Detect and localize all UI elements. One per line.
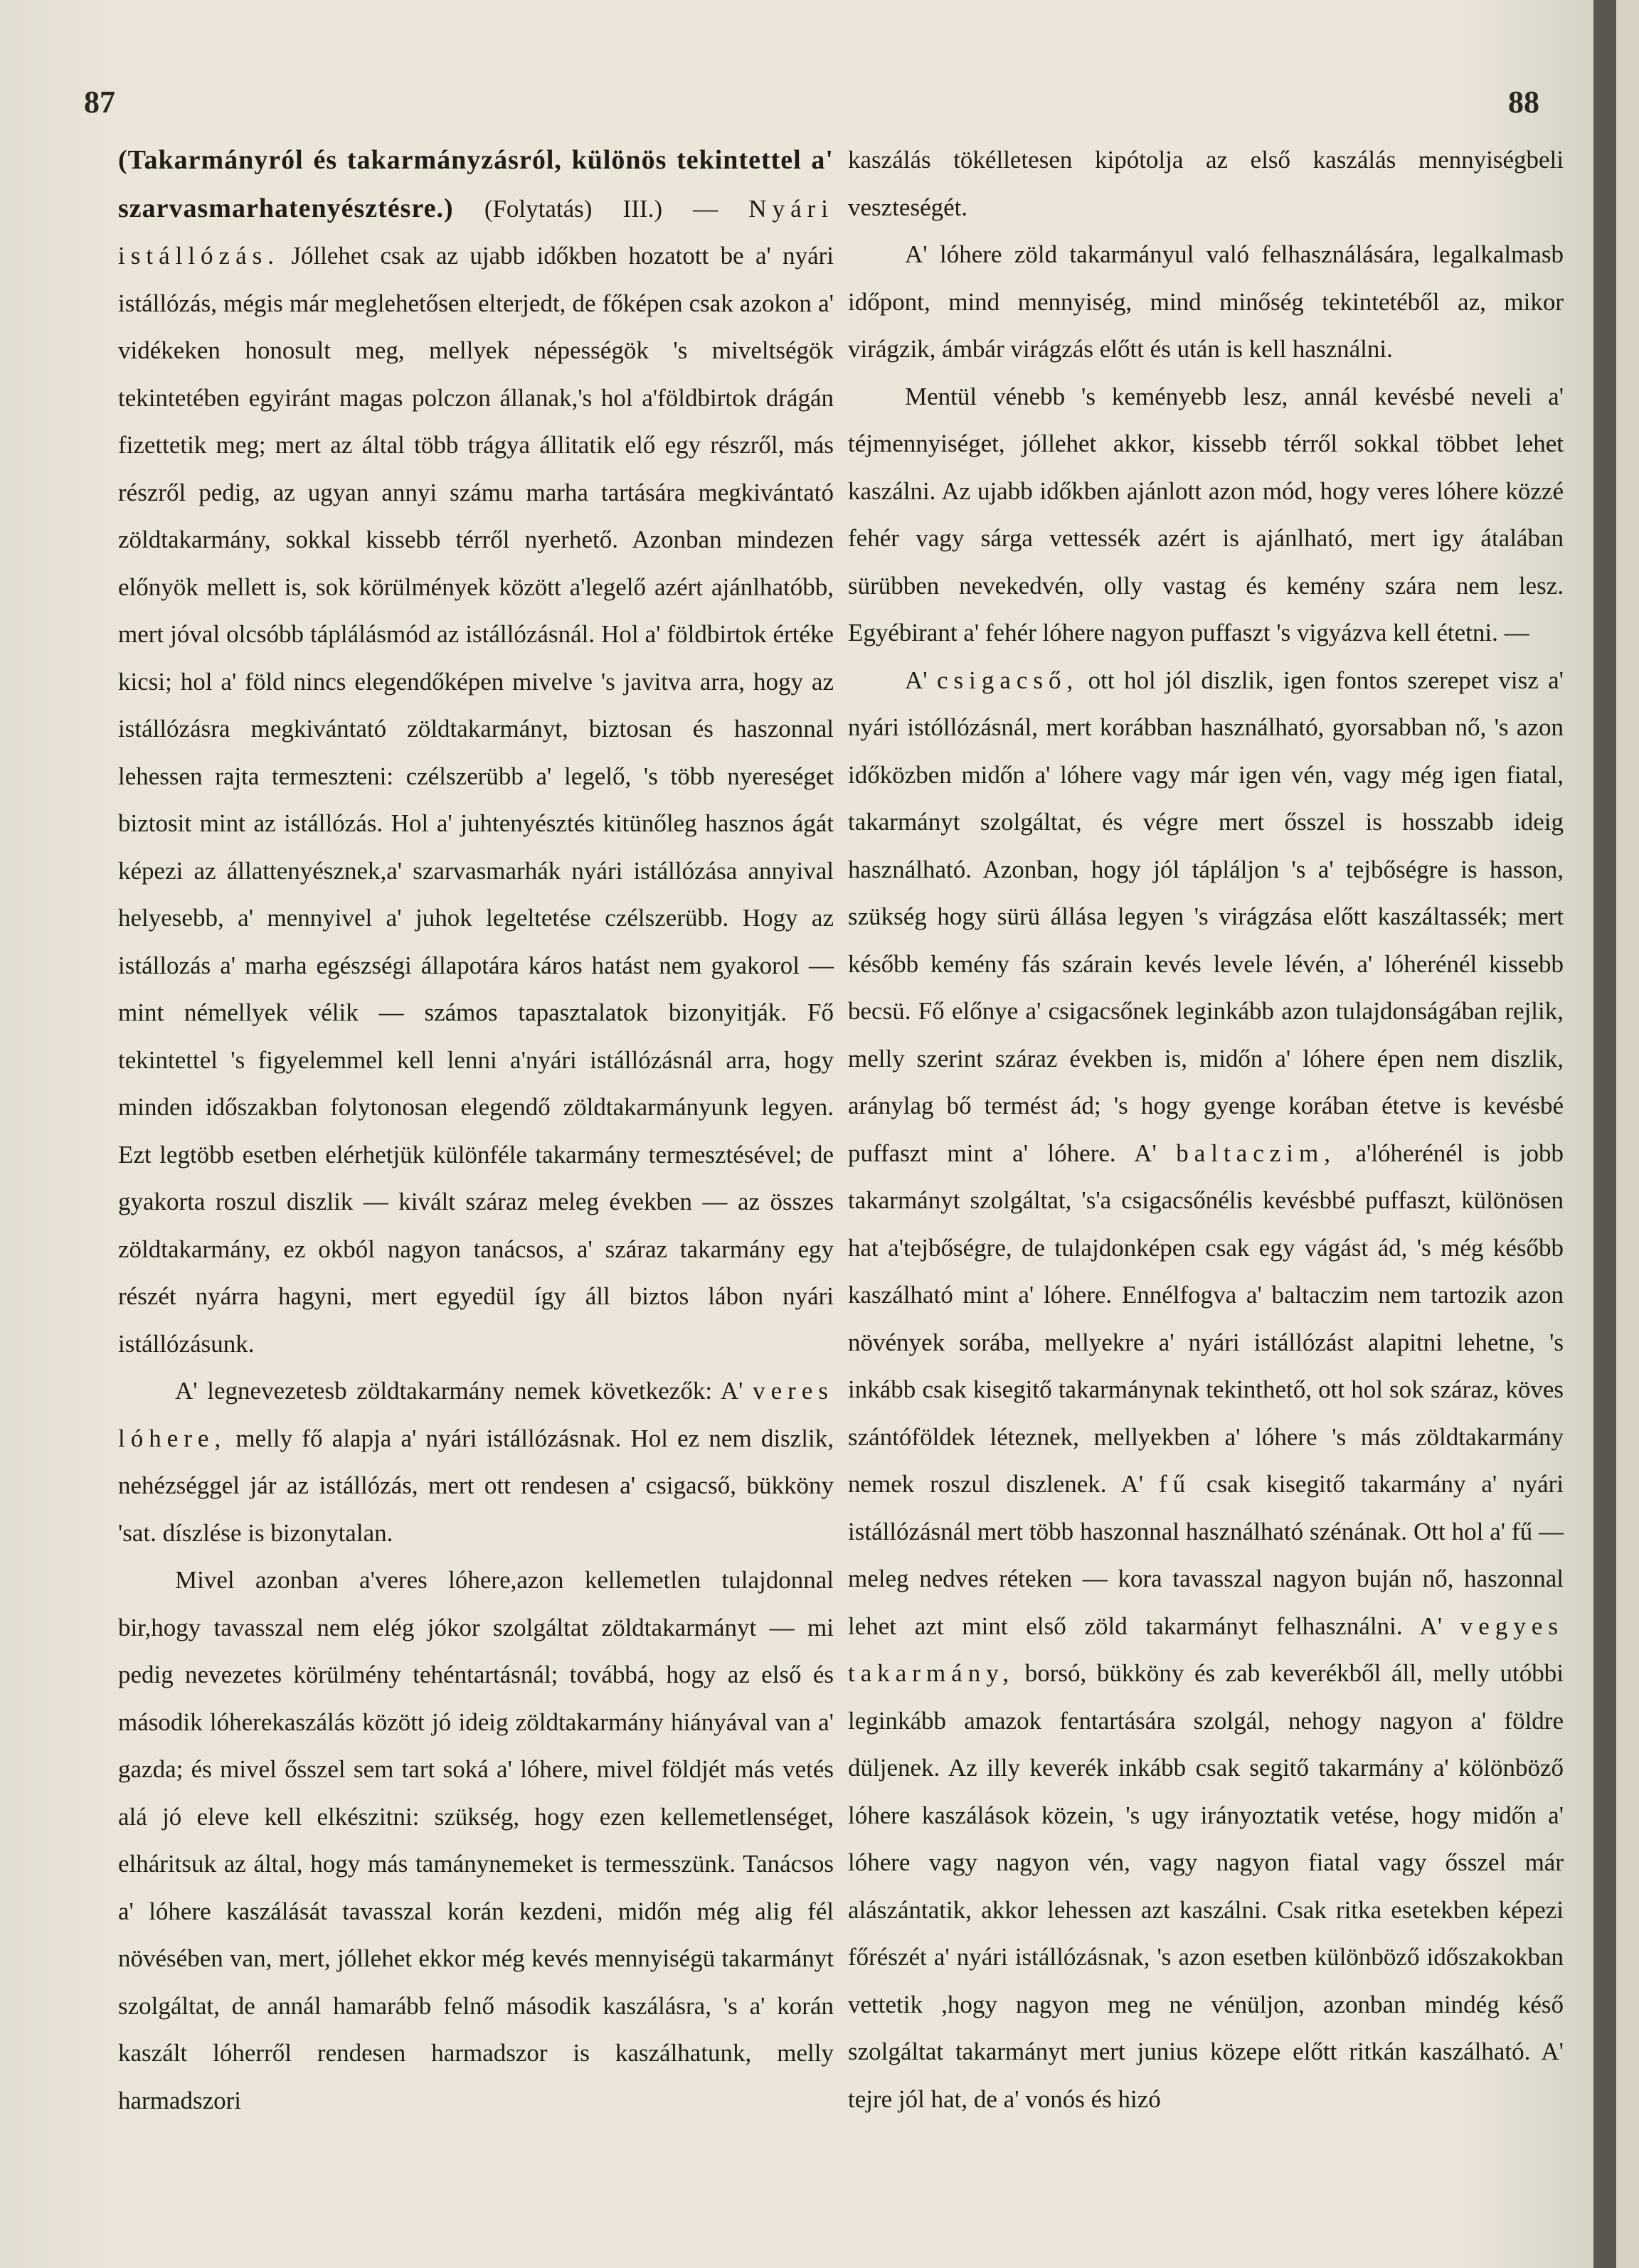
article-title: (Takarmányról és takarmányzásról, különös tekintettel a' szarvasmarhatenyésztésre.) — [118, 145, 834, 223]
paragraph-text: Jóllehet csak az ujabb időkben hozatott be a' nyári istállózás, mégis már meglehetősen elterjedt, de főképen csak azokon a' vidékeken honosult meg, mellyek népességök 's miveltségök tekintetében egyiránt magas polczon állanak,'s hol a'földbirtok drágán fizettetik meg; mert az által több trágya állitatik elő egy részről, más részről pedig, az ugyan annyi számu marha tartására megkivántató zöldtakarmány, sokkal kissebb térről nyerhető. Azonban mindezen előnyök mellett is, sok körülmények között a'legelő azért ajánlhatóbb, mert jóval olcsóbb táplálásmód az istállózásnál. Hol a' földbirtok értéke kicsi; hol a' föld nincs elegendőképen mivelve 's javitva arra, hogy az istállózásra megkivántató zöldtakarmányt, biztosan és haszonnal lehessen rajta termeszteni: czélszerübb a' legelő, 's több nyereséget biztosit mint az istállózás. Hol a' juhtenyésztés kitünőleg hasznos ágát képezi az állattenyésznek,a' szarvasmarhák nyári istállózása annyival helyesebb, a' mennyivel a' juhok legeltetése czélszerübb. Hogy az istállozás a' marha egészségi állapotára káros hatást nem gyakorol — mint némellyek vélik — számos tapasztalatok bizonyitják. Fő tekintettel 's figyelemmel kell lenni a'nyári istállózásnál arra, hogy minden időszakban folytonosan elegendő zöldtakarmányunk legyen. Ezt legtöbb esetben elérhetjük különféle takarmány termesztésével; de gyakorta roszul diszlik — kivált száraz meleg években — az összes zöldtakarmány, ez okból nagyon tanácsos, a' száraz takarmány egy részét nyárra hagyni, mert egyedül így áll biztos lábon nyári istállózásunk. — [118, 242, 834, 1358]
paragraph: A' legnevezetesb zöldtakarmány nemek következők: A' veres lóhere, melly fő alapja a' nyári istállózásnak. Hol ez nem diszlik, nehézséggel jár az istállózás, mert ott rendesen a' csigacső, bükköny 'sat. díszlése is bizonytalan. — [118, 1377, 834, 1547]
paragraph: Mivel azonban a'veres lóhere,azon kellemetlen tulajdonnal bir,hogy tavasszal nem elég jókor szolgáltat zöldtakarmányt — mi pedig nevezetes körülmény tehéntartásnál; továbbá, hogy az első és második lóherekaszálás között jó ideig zöldtakarmány hiányával van a' gazda; és mivel ősszel sem tart soká a' lóhere, mivel földjét más vetés alá jó eleve kell elkészitni: szükség, hogy ezen kellemetlenséget, elháritsuk az által, hogy más tamánynemeket is termesszünk. Tanácsos a' lóhere kaszálását tavasszal korán kezdeni, midőn még alig fél növésében van, mert, jóllehet ekkor még kevés mennyiségü takarmányt szolgáltat, de annál hamarább felnő második kaszálásra, 's a' korán kaszált lóherről rendesen harmadszor is kaszálhatunk, melly harmadszori — [118, 1566, 834, 2114]
emphasized-term: baltaczim, — [1176, 1139, 1337, 1167]
right-column — [848, 137, 1564, 2123]
emphasized-term: fű — [1158, 1470, 1192, 1498]
continuation-note: (Folytatás) III.) — — [484, 194, 718, 223]
emphasized-term: vegyes takarmány, — [848, 1612, 1564, 1687]
paragraph: A' lóhere zöld takarmányul való felhasználására, legalkalmasb időpont, mind mennyiség, mind minőség tekintetéből az, mikor virágzik, ámbár virágzás előtt és után is kell használni. — [848, 240, 1564, 363]
emphasized-term: csigacső, — [936, 666, 1079, 694]
paragraph: Mentül vénebb 's keményebb lesz, annál kevésbé neveli a' téjmennyiséget, jóllehet akkor, kissebb térről sokkal többet lehet kaszálni. Az ujabb időkben ajánlott azon mód, hogy veres lóhere közzé fehér vagy sárga vettessék azért is ajánlható, mert igy átalában sürübben nevekedvén, olly vastag és kemény szára nem lesz. Egyébirant a' fehér lóhere nagyon puffaszt 's vigyázva kell étetni. — — [848, 382, 1564, 646]
paragraph: A' csigacső, ott hol jól diszlik, igen fontos szerepet visz a' nyári istóllózásnál, mert korábban használható, gyorsabban nő, 's azon időközben midőn a' lóhere vagy már igen vén, vagy még igen fiatal, takarmányt szolgáltat, és végre mert ősszel is hosszabb ideig használható. Azonban, hogy jól tápláljon 's a' tejbőségre is hasson, szükség hogy sürü állása legyen 's virágzása előtt kaszáltassék; mert később kemény fás szárain kevés levele lévén, a' lóherénél kissebb becsü. Fő előnye a' csigacsőnek leginkább azon tulajdonságában rejlik, melly szerint száraz években is, midőn a' lóhere épen nem diszlik, aránylag bő termést ád; 's hogy gyenge korában étetve is kevésbé puffaszt mint a' lóhere. A' baltaczim, a'lóherénél is jobb takarmányt szolgáltat, 's'a csigacsőnélis kevésbbé puffaszt, különösen hat a'tejbőségre, de tulajdonképen csak egy vágást ád, 's még később kaszálható mint a' lóhere. Ennélfogva a' baltaczim nem tartozik azon növények sorába, mellyekre a' nyári istállózást alapitni lehetne, 's inkább csak kisegitő takarmánynak tekinthető, ott hol sok száraz, köves szántóföldek léteznek, mellyekben a' lóhere 's más zöldtakarmány nemek roszul diszlenek. A' fű csak kisegitő takarmány a' nyári istállózásnál mert több haszonnal használható szénának. Ott hol a' fű — meleg nedves réteken — kora tavasszal nagyon buján nő, haszonnal lehet azt mint első zöld takarmányt felhasználni. A' vegyes takarmány, borsó, bükköny és zab keverékből áll, melly utóbbi leginkább amazok fentartására szolgál, nehogy nagyon a' földre düljenek. Az illy keverék inkább csak segitő takarmány a' kölönböző lóhere kaszálások közein, 's ugy irányoztatik vetése, hogy midőn a' lóhere vagy nagyon vén, vagy nagyon fiatal vagy ősszel már alászántatik, akkor lehessen azt kaszálni. Csak ritka esetekben képezi főrészét a' nyári istállózásnak, 's azon esetben különböző időszakokban vettetik ,hogy nagyon meg ne vénüljon, azonban mindég késő szolgáltat takarmányt mert junius közepe előtt ritkán kaszálható. A' tejre jól hat, de a' vonós és hizó — [848, 666, 1564, 2113]
emphasized-term: veres lóhere, — [118, 1377, 834, 1452]
page-edge-shadow — [1593, 0, 1616, 2268]
article-opening-paragraph — [118, 137, 834, 1368]
page-number-left: 87 — [84, 85, 115, 119]
page-number-right: 88 — [1508, 85, 1539, 119]
paragraph: kaszálás tökélletesen kipótolja az első kaszálás mennyiségbeli veszteségét. — [848, 146, 1564, 221]
section-heading: Nyári istállózás. — [118, 194, 834, 270]
left-column — [118, 137, 834, 2124]
